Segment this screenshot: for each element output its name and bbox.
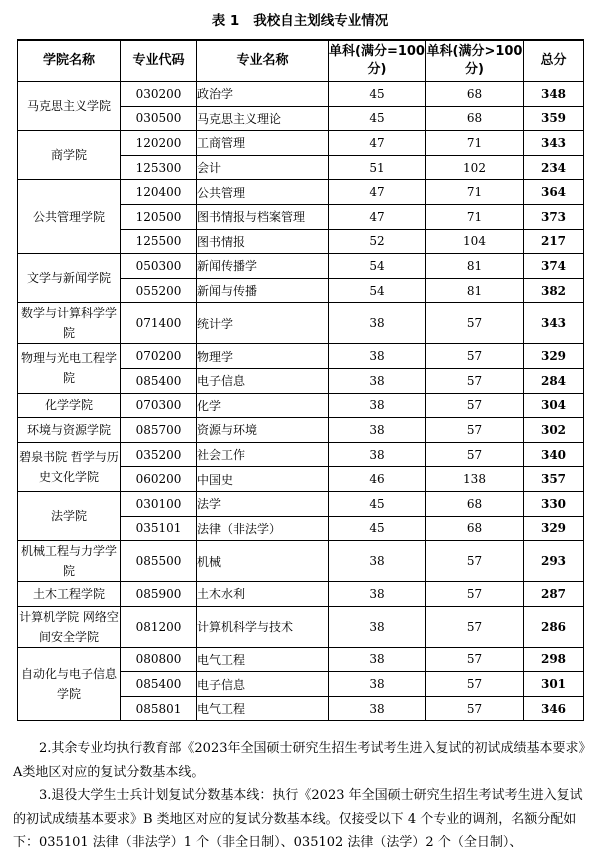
single-gt100-cell: 57 <box>426 647 524 672</box>
header-single-100: 单科(满分=100 分) <box>329 40 426 82</box>
single-100-cell: 38 <box>329 606 426 647</box>
college-cell: 文学与新闻学院 <box>18 254 121 303</box>
code-cell: 085400 <box>121 368 197 393</box>
table-row <box>18 418 584 443</box>
code-cell: 120400 <box>121 180 197 205</box>
major-cell: 物理学 <box>197 344 329 369</box>
single-gt100-cell: 57 <box>426 344 524 369</box>
note-3: 3.退役大学生士兵计划复试分数基本线：执行《2023 年全国硕士研究生招生考试考生进入复试的初试成绩基本要求》B 类地区对应的复试分数基本线。仅接受以下 4 个专业的调剂，名额分配如下：035101 法律（非法学）1 个（非全日制）、035102 法律（法学）2 个（全日制）、 <box>13 788 583 850</box>
major-cell: 马克思主义理论 <box>197 106 329 131</box>
college-cell: 自动化与电子信息学院 <box>18 647 121 721</box>
total-cell: 343 <box>524 303 584 344</box>
table-row <box>18 131 584 156</box>
code-cell: 071400 <box>121 303 197 344</box>
single-gt100-cell: 71 <box>426 131 524 156</box>
code-cell: 070300 <box>121 393 197 418</box>
single-100-cell: 38 <box>329 541 426 582</box>
table-row <box>18 393 584 418</box>
major-cell: 统计学 <box>197 303 329 344</box>
single-gt100-cell: 68 <box>426 491 524 516</box>
single-100-cell: 38 <box>329 647 426 672</box>
code-cell: 030200 <box>121 82 197 107</box>
college-cell: 碧泉书院 哲学与历史文化学院 <box>18 442 121 491</box>
code-cell: 085801 <box>121 696 197 721</box>
single-100-cell: 54 <box>329 278 426 303</box>
major-cell: 图书情报与档案管理 <box>197 204 329 229</box>
total-cell: 286 <box>524 606 584 647</box>
code-cell: 085900 <box>121 582 197 607</box>
single-gt100-cell: 81 <box>426 254 524 279</box>
college-cell: 物理与光电工程学院 <box>18 344 121 393</box>
code-cell: 050300 <box>121 254 197 279</box>
table-row <box>18 303 584 344</box>
code-cell: 085700 <box>121 418 197 443</box>
major-cell: 资源与环境 <box>197 418 329 443</box>
code-cell: 085400 <box>121 672 197 697</box>
college-cell: 土木工程学院 <box>18 582 121 607</box>
single-100-cell: 38 <box>329 696 426 721</box>
total-cell: 343 <box>524 131 584 156</box>
major-cell: 法学 <box>197 491 329 516</box>
total-cell: 340 <box>524 442 584 467</box>
total-cell: 373 <box>524 204 584 229</box>
single-gt100-cell: 57 <box>426 442 524 467</box>
table-row <box>18 491 584 516</box>
single-gt100-cell: 68 <box>426 106 524 131</box>
major-cell: 化学 <box>197 393 329 418</box>
college-cell: 法学院 <box>18 491 121 540</box>
total-cell: 304 <box>524 393 584 418</box>
total-cell: 301 <box>524 672 584 697</box>
single-gt100-cell: 57 <box>426 368 524 393</box>
college-cell: 环境与资源学院 <box>18 418 121 443</box>
total-cell: 364 <box>524 180 584 205</box>
notes-section <box>13 737 589 855</box>
header-code: 专业代码 <box>121 40 197 82</box>
table-header-row <box>18 40 584 82</box>
total-cell: 348 <box>524 82 584 107</box>
college-cell: 机械工程与力学学院 <box>18 541 121 582</box>
single-100-cell: 38 <box>329 442 426 467</box>
code-cell: 030500 <box>121 106 197 131</box>
code-cell: 055200 <box>121 278 197 303</box>
total-cell: 329 <box>524 516 584 541</box>
table-caption <box>0 9 600 29</box>
major-cell: 计算机科学与技术 <box>197 606 329 647</box>
college-cell: 马克思主义学院 <box>18 82 121 131</box>
note-2: 2.其余专业均执行教育部《2023年全国硕士研究生招生考试考生进入复试的初试成绩基本要求》A类地区对应的复试分数基本线。 <box>13 741 585 780</box>
single-100-cell: 54 <box>329 254 426 279</box>
single-gt100-cell: 71 <box>426 180 524 205</box>
single-100-cell: 47 <box>329 180 426 205</box>
major-cell: 图书情报 <box>197 229 329 254</box>
total-cell: 382 <box>524 278 584 303</box>
major-cell: 中国史 <box>197 467 329 492</box>
code-cell: 035101 <box>121 516 197 541</box>
single-100-cell: 47 <box>329 204 426 229</box>
major-cell: 工商管理 <box>197 131 329 156</box>
single-100-cell: 45 <box>329 491 426 516</box>
major-cell: 新闻与传播 <box>197 278 329 303</box>
major-cell: 政治学 <box>197 82 329 107</box>
single-100-cell: 38 <box>329 303 426 344</box>
total-cell: 357 <box>524 467 584 492</box>
single-gt100-cell: 57 <box>426 393 524 418</box>
single-gt100-cell: 71 <box>426 204 524 229</box>
header-single-gt100: 单科(满分>100 分) <box>426 40 524 82</box>
total-cell: 298 <box>524 647 584 672</box>
total-cell: 287 <box>524 582 584 607</box>
total-cell: 217 <box>524 229 584 254</box>
code-cell: 060200 <box>121 467 197 492</box>
major-cell: 机械 <box>197 541 329 582</box>
major-cell: 公共管理 <box>197 180 329 205</box>
single-gt100-cell: 57 <box>426 582 524 607</box>
header-major: 专业名称 <box>197 40 329 82</box>
major-cell: 新闻传播学 <box>197 254 329 279</box>
table-row <box>18 582 584 607</box>
code-cell: 125300 <box>121 155 197 180</box>
single-100-cell: 45 <box>329 106 426 131</box>
major-cell: 法律（非法学） <box>197 516 329 541</box>
single-100-cell: 51 <box>329 155 426 180</box>
college-cell: 化学学院 <box>18 393 121 418</box>
header-total: 总分 <box>524 40 584 82</box>
code-cell: 070200 <box>121 344 197 369</box>
single-100-cell: 38 <box>329 344 426 369</box>
single-100-cell: 52 <box>329 229 426 254</box>
table-row <box>18 254 584 279</box>
single-100-cell: 45 <box>329 82 426 107</box>
single-gt100-cell: 102 <box>426 155 524 180</box>
code-cell: 080800 <box>121 647 197 672</box>
code-cell: 081200 <box>121 606 197 647</box>
caption-title: 我校自主划线专业情况 <box>253 13 389 29</box>
caption-label: 表 1 <box>211 13 240 29</box>
single-gt100-cell: 57 <box>426 606 524 647</box>
single-gt100-cell: 81 <box>426 278 524 303</box>
table-row <box>18 180 584 205</box>
major-cell: 电子信息 <box>197 368 329 393</box>
total-cell: 346 <box>524 696 584 721</box>
total-cell: 234 <box>524 155 584 180</box>
score-table <box>17 39 584 721</box>
major-cell: 电子信息 <box>197 672 329 697</box>
college-cell: 数学与计算科学学院 <box>18 303 121 344</box>
college-cell: 公共管理学院 <box>18 180 121 254</box>
total-cell: 329 <box>524 344 584 369</box>
single-gt100-cell: 68 <box>426 516 524 541</box>
table-row <box>18 541 584 582</box>
code-cell: 120200 <box>121 131 197 156</box>
code-cell: 120500 <box>121 204 197 229</box>
single-gt100-cell: 138 <box>426 467 524 492</box>
single-100-cell: 45 <box>329 516 426 541</box>
code-cell: 085500 <box>121 541 197 582</box>
table-row <box>18 344 584 369</box>
table-row <box>18 647 584 672</box>
single-100-cell: 38 <box>329 368 426 393</box>
major-cell: 电气工程 <box>197 647 329 672</box>
single-100-cell: 38 <box>329 582 426 607</box>
single-100-cell: 38 <box>329 418 426 443</box>
total-cell: 302 <box>524 418 584 443</box>
total-cell: 374 <box>524 254 584 279</box>
total-cell: 293 <box>524 541 584 582</box>
college-cell: 计算机学院 网络空间安全学院 <box>18 606 121 647</box>
single-gt100-cell: 68 <box>426 82 524 107</box>
total-cell: 284 <box>524 368 584 393</box>
header-college: 学院名称 <box>18 40 121 82</box>
single-gt100-cell: 57 <box>426 696 524 721</box>
table-row <box>18 606 584 647</box>
table-row <box>18 82 584 107</box>
single-gt100-cell: 104 <box>426 229 524 254</box>
major-cell: 电气工程 <box>197 696 329 721</box>
single-gt100-cell: 57 <box>426 541 524 582</box>
major-cell: 土木水利 <box>197 582 329 607</box>
table-body <box>18 82 584 721</box>
total-cell: 330 <box>524 491 584 516</box>
single-100-cell: 46 <box>329 467 426 492</box>
college-cell: 商学院 <box>18 131 121 180</box>
single-100-cell: 38 <box>329 672 426 697</box>
single-gt100-cell: 57 <box>426 418 524 443</box>
code-cell: 035200 <box>121 442 197 467</box>
single-100-cell: 38 <box>329 393 426 418</box>
major-cell: 社会工作 <box>197 442 329 467</box>
code-cell: 125500 <box>121 229 197 254</box>
total-cell: 359 <box>524 106 584 131</box>
single-100-cell: 47 <box>329 131 426 156</box>
table-row <box>18 442 584 467</box>
code-cell: 030100 <box>121 491 197 516</box>
major-cell: 会计 <box>197 155 329 180</box>
single-gt100-cell: 57 <box>426 672 524 697</box>
single-gt100-cell: 57 <box>426 303 524 344</box>
